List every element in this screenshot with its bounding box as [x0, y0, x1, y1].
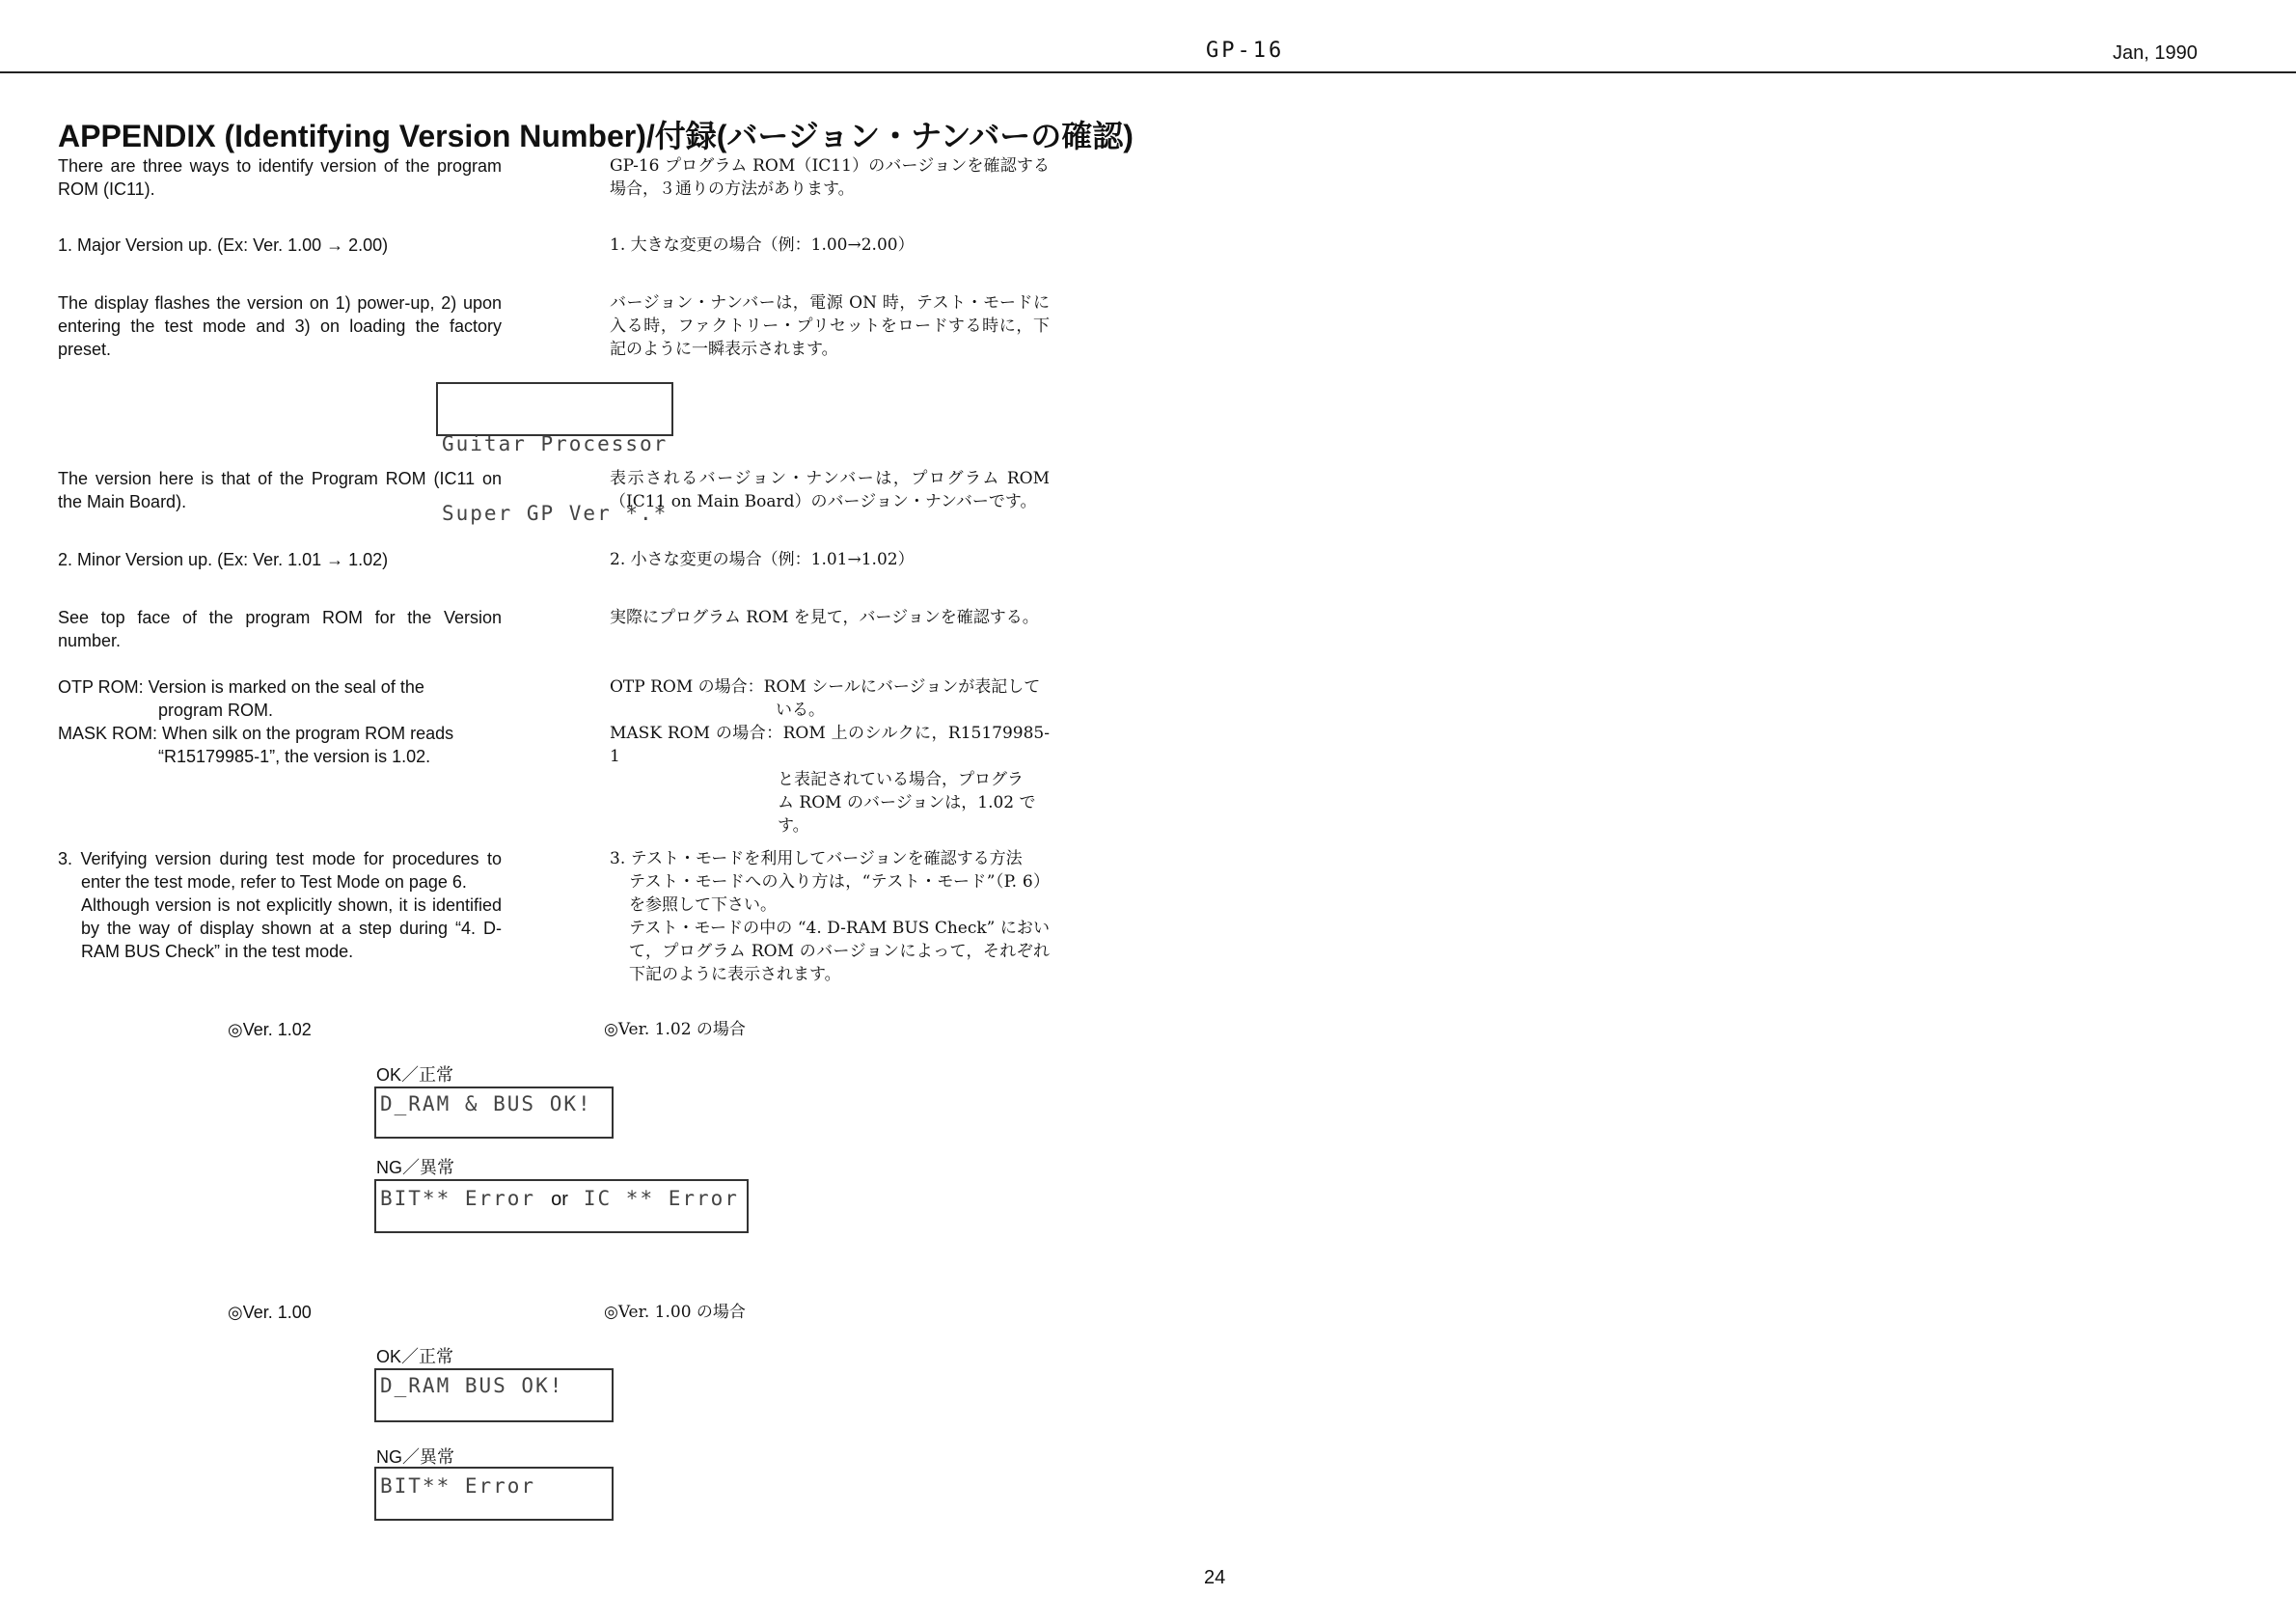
- ver100-ng-label: NG／異常: [376, 1447, 454, 1467]
- mask-rom-line-1: MASK ROM: When silk on the program ROM reads: [58, 724, 454, 743]
- method3-text-jp-3: テスト・モードの中の “4. D-RAM BUS Check” において，プログラム ROM のバージョンによって，それぞれ下記のように表示されます。: [629, 919, 1050, 984]
- page-number: 24: [1204, 1567, 1226, 1588]
- method1-note-en: The version here is that of the Program ROM (IC11 on the Main Board).: [58, 469, 502, 511]
- method2-text-en: See top face of the program ROM for the Version number.: [58, 608, 502, 650]
- lcd-ver102-ok: D_RAM & BUS OK!: [374, 1087, 614, 1139]
- otp-rom-line-1: OTP ROM: Version is marked on the seal of the: [58, 677, 424, 697]
- ver100-label-jp: ◎Ver. 1.00 の場合: [604, 1303, 746, 1322]
- method1-text-en: The display flashes the version on 1) power-up, 2) upon entering the test mode and 3) on loading the factory preset.: [58, 293, 502, 359]
- method3-en: [58, 847, 502, 963]
- mask-rom-jp-line-4: す。: [778, 816, 809, 836]
- method1-heading-jp: 1. 大きな変更の場合（例：1.00→2.00）: [610, 235, 915, 255]
- rom-types-en: [58, 675, 502, 768]
- lcd-ver102-ng-ic: IC ** Error: [583, 1187, 739, 1210]
- method3-jp: [610, 847, 1050, 986]
- method3-text-jp-1: 3. テスト・モードを利用してバージョンを確認する方法: [610, 849, 1023, 868]
- intro-en: There are three ways to identify version of the program ROM (IC11).: [58, 156, 502, 199]
- lcd-ver102-ng: [374, 1179, 749, 1233]
- header-date: Jan, 1990: [2113, 42, 2198, 64]
- method1-heading-en: 1. Major Version up. (Ex: Ver. 1.00 → 2.00): [58, 235, 389, 255]
- otp-rom-jp-line-1: OTP ROM の場合：ROM シールにバージョンが表記して: [610, 677, 1041, 697]
- lcd-or-text: or: [551, 1189, 568, 1210]
- lcd-version-display: [436, 382, 673, 525]
- ver102-ok-label: OK／正常: [376, 1065, 454, 1085]
- mask-rom-line-2: “R15179985-1”, the version is 1.02.: [158, 747, 431, 766]
- mask-rom-jp-line-1: MASK ROM の場合：ROM 上のシルクに，R15179985-1: [610, 724, 1050, 766]
- lcd-ver100-ok: D_RAM BUS OK!: [374, 1368, 614, 1422]
- method2-heading-en: 2. Minor Version up. (Ex: Ver. 1.01 → 1.02): [58, 550, 389, 569]
- ver102-label-jp: ◎Ver. 1.02 の場合: [604, 1020, 746, 1039]
- intro-jp: GP-16 プログラム ROM（IC11）のバージョンを確認する場合，３通りの方法があります。: [610, 156, 1050, 199]
- lcd-line-2: Super GP Ver *.*: [442, 502, 669, 525]
- otp-rom-jp-line-2: いる。: [776, 701, 825, 720]
- method1-note-jp: 表示されるバージョン・ナンバーは，プログラム ROM（IC11 on Main Board）のバージョン・ナンバーです。: [610, 469, 1050, 511]
- otp-rom-line-2: program ROM.: [158, 701, 274, 720]
- lcd-ver100-ng: BIT** Error: [374, 1467, 614, 1521]
- lcd-line-1: Guitar Processor: [442, 432, 669, 455]
- mask-rom-jp-line-3: ム ROM のバージョンは，1.02 で: [778, 793, 1036, 812]
- header-model: GP-16: [1206, 39, 1285, 63]
- method3-text-jp-2: テスト・モードへの入り方は，“テスト・モード”（P. 6）を参照して下さい。: [629, 872, 1050, 915]
- method3-text-en-2: Although version is not explicitly shown, it is identified by the way of display shown at a step during “4. D-RAM BUS Check” in the test mode.: [81, 895, 502, 961]
- header-rule: [0, 71, 2296, 73]
- ver100-ok-label: OK／正常: [376, 1347, 454, 1366]
- method2-text-jp: 実際にプログラム ROM を見て，バージョンを確認する。: [610, 608, 1039, 627]
- ver100-label-en: ◎Ver. 1.00: [228, 1303, 312, 1322]
- method2-heading-jp: 2. 小さな変更の場合（例：1.01→1.02）: [610, 550, 915, 569]
- method3-text-en-1: 3. Verifying version during test mode for procedures to enter the test mode, refer to Test Mode on page 6.: [58, 849, 502, 892]
- ver102-label-en: ◎Ver. 1.02: [228, 1020, 312, 1039]
- method1-text-jp: バージョン・ナンバーは，電源 ON 時，テスト・モードに入る時，ファクトリー・プリセットをロードする時に，下記のように一瞬表示されます。: [610, 293, 1050, 359]
- lcd-ver102-ng-bit: BIT** Error: [380, 1187, 536, 1210]
- mask-rom-jp-line-2: と表記されている場合，プログラ: [778, 770, 1024, 789]
- ver102-ng-label: NG／異常: [376, 1158, 454, 1177]
- page-title: APPENDIX (Identifying Version Number)/付録(バージョン・ナンバーの確認): [58, 119, 1134, 153]
- rom-types-jp: [610, 675, 1050, 838]
